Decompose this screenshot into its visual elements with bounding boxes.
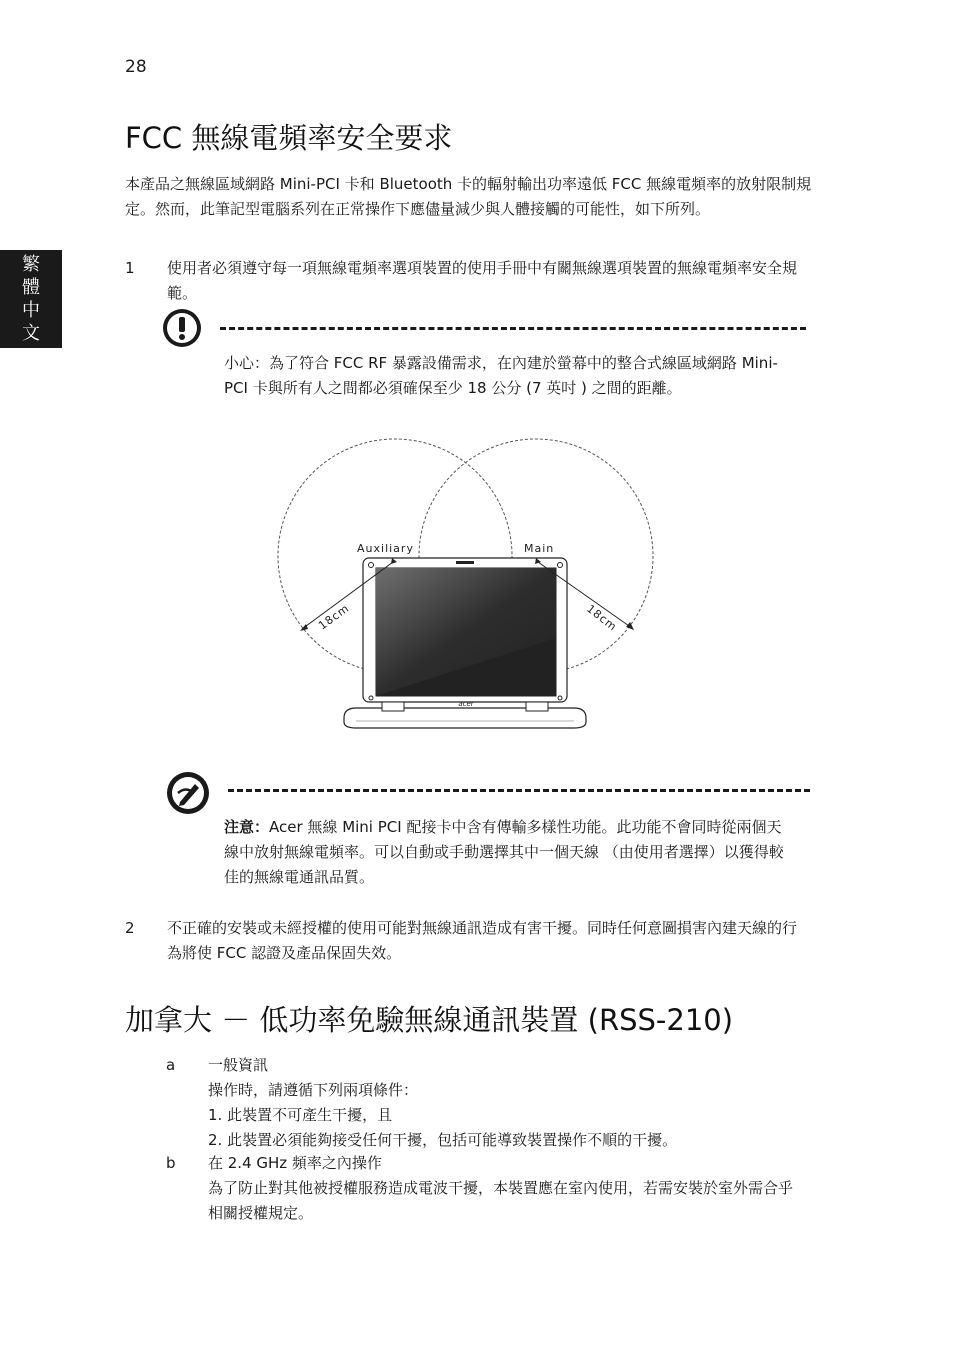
pen-note-icon <box>166 771 210 815</box>
caution-divider <box>220 327 806 330</box>
sublist-item-b <box>208 1151 800 1226</box>
sublist-letter-b: b <box>166 1154 176 1172</box>
sublist-item-a <box>208 1053 808 1153</box>
language-tab-label: 繁體中文 <box>22 254 40 344</box>
note-divider <box>228 789 810 792</box>
brand-logo: acer <box>458 700 474 708</box>
sublist-line: 1. 此裝置不可產生干擾，且 <box>208 1106 393 1124</box>
distance-right-label: 18cm <box>584 602 620 634</box>
sublist-line: 2. 此裝置必須能夠接受任何干擾，包括可能導致裝置操作不順的干擾。 <box>208 1131 678 1149</box>
main-label: Main <box>524 542 555 555</box>
language-tab <box>0 250 62 348</box>
note-paragraph <box>224 815 796 890</box>
page-number: 28 <box>125 57 147 77</box>
list-item-2: 不正確的安裝或未經授權的使用可能對無線通訊造成有害干擾。同時任何意圖損害內建天線的行為將使 FCC 認證及產品保固失效。 <box>167 919 798 962</box>
antenna-distance-diagram <box>270 438 670 738</box>
sublist-line: 操作時，請遵循下列兩項條件： <box>208 1081 419 1099</box>
sublist-line: 為了防止對其他被授權服務造成電波干擾，本裝置應在室內使用，若需安裝於室外需合乎相關授權規定。 <box>208 1179 794 1222</box>
note-text: Acer 無線 Mini PCI 配接卡中含有傳輸多樣性功能。此功能不會同時從兩個天線中放射無線電頻率。可以自動或手動選擇其中一個天線 （由使用者選擇）以獲得較佳的無線電通訊品質。 <box>224 818 784 886</box>
auxiliary-label: Auxiliary <box>357 542 414 555</box>
sublist-letter-a: a <box>166 1056 176 1074</box>
section-title-fcc: FCC 無線電頻率安全要求 <box>125 121 453 155</box>
exclamation-icon <box>162 308 202 348</box>
section-title-canada: 加拿大 － 低功率免驗無線通訊裝置 (RSS-210) <box>125 1003 734 1037</box>
intro-paragraph: 本產品之無線區域網路 Mini-PCI 卡和 Bluetooth 卡的輻射輸出功率遠低 FCC 無線電頻率的放射限制規定。然而，此筆記型電腦系列在正常操作下應儘量減少與人體接觸的可能性，如下所列。 <box>125 175 812 218</box>
list-number-2: 2 <box>125 919 135 937</box>
caution-text: 小心：為了符合 FCC RF 暴露設備需求，在內建於螢幕中的整合式線區域網路 Mini-PCI 卡與所有人之間都必須確保至少 18 公分 (7 英吋 ) 之間的距離。 <box>224 354 778 397</box>
sublist-heading-a: 一般資訊 <box>208 1056 269 1074</box>
sublist-heading-b: 在 2.4 GHz 頻率之內操作 <box>208 1154 382 1172</box>
distance-left-label: 18cm <box>316 601 352 633</box>
laptop-base <box>344 708 586 728</box>
note-label: 注意： <box>224 818 270 836</box>
list-number-1: 1 <box>125 259 135 277</box>
list-item-1: 使用者必須遵守每一項無線電頻率選項裝置的使用手冊中有關無線選項裝置的無線電頻率安全規範。 <box>167 259 798 302</box>
